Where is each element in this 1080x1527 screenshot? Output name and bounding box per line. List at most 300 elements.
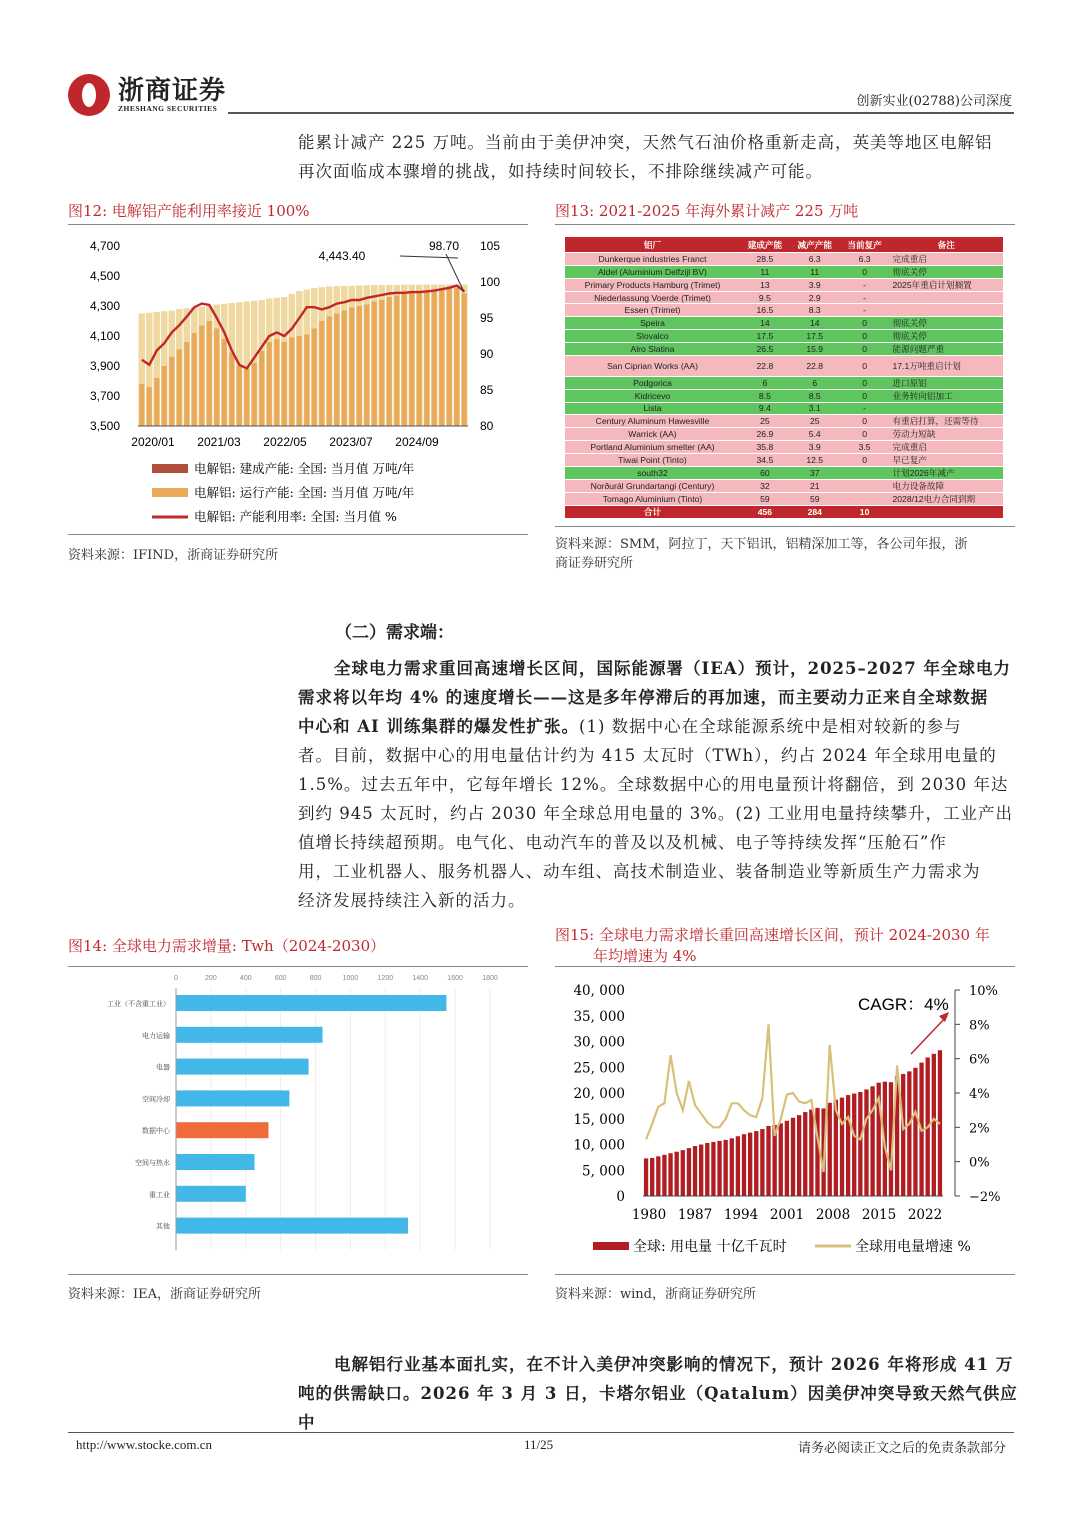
intro-paragraph (298, 128, 1018, 186)
table-row (565, 304, 1003, 316)
running-capacity-bar (334, 314, 339, 427)
x-tick-label: 0 (174, 975, 178, 982)
table-cell: Lista (565, 402, 740, 414)
y-left-tick-label: 4,100 (89, 329, 120, 343)
running-capacity-bar (454, 288, 459, 426)
consumption-bar (901, 1074, 905, 1196)
x-tick-label: 2023/07 (329, 435, 373, 449)
running-capacity-bar (259, 351, 264, 426)
consumption-bar (662, 1155, 666, 1196)
table-cell: 0 (840, 389, 890, 402)
table-cell: 0 (840, 266, 890, 279)
fig12-chart (68, 230, 528, 530)
legend-label: 电解铝: 建成产能: 全国: 当月值 万吨/年 (194, 461, 415, 476)
fig14-top-rule (68, 966, 528, 967)
table-cell: Essen (Trimet) (565, 304, 740, 316)
consumption-bar (791, 1118, 795, 1196)
fig13-table-wrap (565, 237, 1003, 519)
running-capacity-bar (364, 305, 369, 427)
running-capacity-bar (244, 369, 249, 426)
x-tick-label: 200 (205, 975, 217, 982)
x-tick-label: 600 (274, 975, 287, 982)
running-capacity-bar (214, 329, 219, 427)
y-left-tick-label: 3,500 (89, 419, 120, 433)
table-cell: 10 (840, 506, 890, 519)
category-label: 工业（不含重工业） (107, 1000, 170, 1008)
running-capacity-bar (199, 326, 204, 427)
x-tick-label: 1980 (631, 1207, 667, 1223)
running-capacity-bar (297, 336, 302, 426)
running-capacity-bar (417, 292, 422, 426)
table-cell: 17.5 (740, 329, 790, 342)
consumption-bar (687, 1148, 691, 1196)
table-cell: Kidricevo (565, 389, 740, 402)
running-capacity-bar (379, 300, 384, 426)
running-capacity-bar (267, 342, 272, 426)
table-header-cell: 铝厂 (565, 237, 740, 253)
fig14-chart (68, 968, 528, 1268)
demand-line (298, 799, 1018, 828)
x-tick-label: 400 (239, 975, 252, 982)
x-tick-label: 1800 (482, 975, 498, 982)
table-row (565, 454, 1003, 467)
table-cell (890, 292, 1004, 304)
legend-label: 电解铝: 产能利用率: 全国: 当月值 % (194, 509, 397, 524)
running-capacity-bar (387, 297, 392, 426)
demand-line (298, 828, 1018, 857)
table-cell: 2.9 (790, 292, 840, 304)
fig15-chart (555, 972, 1015, 1270)
running-capacity-bar (402, 294, 407, 426)
demand-text: 经济发展持续注入新的活力。 (298, 891, 526, 910)
brand-logo (68, 72, 238, 118)
consumption-bar (644, 1158, 648, 1196)
consumption-bar (864, 1089, 868, 1196)
table-cell: Aldel (Aluminium Delfzijl BV) (565, 266, 740, 279)
running-capacity-bar (177, 350, 182, 427)
x-tick-label: 2015 (861, 1207, 897, 1223)
demand-text: 到约 945 太瓦时，约占 2030 年全球总用电量的 3%。(2) 工业用电量持续攀升，工业产出 (298, 804, 1014, 823)
y-right-tick-label: 0% (969, 1155, 990, 1171)
table-cell: 合计 (565, 506, 740, 519)
table-cell: Niederlassung Voerde (Trimet) (565, 292, 740, 304)
demand-line (298, 712, 1018, 741)
y-right-tick-label: 80 (480, 419, 494, 433)
table-cell: Speira (565, 316, 740, 329)
section-heading: （二）需求端： (335, 623, 454, 643)
demand-bold-text: 全球电力需求重回高速增长区间，国际能源署（IEA）预计，2025–2027 年全球电力 (334, 659, 1011, 678)
closing-line: 电解铝行业基本面扎实，在不计入美伊冲突影响的情况下，预计 2026 年将形成 41 万 (334, 1355, 1014, 1374)
table-cell: 34.5 (740, 454, 790, 467)
table-cell: 16.5 (740, 304, 790, 316)
fig15-title-line: 年均增速为 4% (593, 947, 697, 965)
fig15-top-rule (555, 966, 1015, 967)
y-right-tick-label: 85 (480, 383, 494, 397)
legend-label: 电解铝: 运行产能: 全国: 当月值 万吨/年 (194, 485, 415, 500)
table-cell: - (840, 279, 890, 292)
table-cell: 32 (740, 480, 790, 493)
running-capacity-bar (327, 317, 332, 427)
consumption-bar (681, 1150, 685, 1196)
legend-swatch (152, 464, 188, 473)
table-cell: 11 (740, 266, 790, 279)
consumption-bar (852, 1094, 856, 1196)
x-tick-label: 2008 (815, 1207, 851, 1223)
table-cell: 彻底关停 (890, 266, 1004, 279)
demand-line (298, 857, 1018, 886)
running-capacity-bar (237, 366, 242, 426)
fig15-title (555, 925, 1025, 967)
consumption-bar (717, 1141, 721, 1196)
table-header-row (565, 237, 1003, 253)
consumption-bar (785, 1121, 789, 1196)
cagr-label: CAGR：4% (858, 995, 949, 1014)
consumption-bar (705, 1143, 709, 1196)
y-left-tick-label: 4,700 (89, 239, 120, 253)
bar-6 (176, 1154, 255, 1170)
running-capacity-bar (162, 366, 167, 426)
consumption-bar (650, 1158, 654, 1196)
table-cell: Portland Aluminium smelter (AA) (565, 441, 740, 454)
y-left-tick-label: 10, 000 (573, 1137, 625, 1154)
x-tick-label: 2024/09 (395, 435, 439, 449)
report-title: 创新实业(02788)公司深度 (856, 94, 1012, 109)
fig13-source-line: 商证券研究所 (555, 556, 634, 571)
y-left-tick-label: 4,500 (89, 269, 120, 283)
table-row (565, 506, 1003, 519)
consumption-bar (779, 1123, 783, 1196)
demand-text: 用，工业机器人、服务机器人、动车组、高技术制造业、装备制造业等新质生产力需求为 (298, 862, 981, 881)
running-capacity-bar (462, 293, 467, 426)
table-cell: 12.5 (790, 454, 840, 467)
table-cell: 8.3 (790, 304, 840, 316)
consumption-bar (711, 1142, 715, 1196)
fig13-bottom-rule (555, 526, 1015, 527)
demand-line (298, 654, 1018, 683)
table-cell (840, 480, 890, 493)
intro-line: 能累计减产 225 万吨。当前由于美伊冲突，天然气石油价格重新走高，英美等地区电解铝 (298, 133, 993, 152)
fig13-top-rule (555, 224, 1015, 225)
table-cell: San Ciprian Works (AA) (565, 355, 740, 376)
table-cell: 0 (840, 329, 890, 342)
table-cell: 9.4 (740, 402, 790, 414)
footer-rule (68, 1432, 1014, 1433)
running-capacity-bar (424, 291, 429, 426)
x-tick-label: 800 (309, 975, 322, 982)
consumption-bar (693, 1146, 697, 1196)
demand-bold-text: 中心和 AI 训练集群的爆发性扩张。 (298, 717, 580, 736)
fig14-title: 图14: 全球电力需求增量: Twh（2024-2030） (68, 937, 386, 955)
table-cell: 计划2026年减产 (890, 467, 1004, 480)
consumption-bar (840, 1098, 844, 1196)
footer-url[interactable]: http://www.stocke.com.cn (76, 1437, 212, 1452)
table-cell: 6.3 (840, 253, 890, 266)
bar-7 (176, 1186, 246, 1202)
y-left-tick-label: 4,300 (89, 299, 120, 313)
category-label: 其他 (156, 1222, 170, 1231)
table-cell: 0 (840, 415, 890, 428)
brand-name-en: ZHESHANG SECURITIES (118, 104, 218, 113)
y-left-tick-label: 25, 000 (573, 1060, 625, 1077)
logo-icon (68, 74, 110, 116)
y-left-tick-label: 20, 000 (573, 1086, 625, 1102)
demand-text: 值增长持续超预期。电气化、电动汽车的普及以及机械、电子等持续发挥“压舱石”作 (298, 833, 947, 852)
table-cell: 456 (740, 506, 790, 519)
running-capacity-bar (139, 384, 144, 426)
bar-8 (176, 1218, 408, 1234)
table-row (565, 493, 1003, 506)
table-cell: 完成重启 (890, 253, 1004, 266)
table-cell: 22.8 (790, 355, 840, 376)
table-cell: 8.5 (740, 389, 790, 402)
demand-line (298, 683, 1018, 712)
y-left-tick-label: 15, 000 (573, 1111, 625, 1128)
bar-4 (176, 1090, 289, 1106)
table-row (565, 329, 1003, 342)
consumption-bar (766, 1126, 770, 1196)
table-cell: 3.1 (790, 402, 840, 414)
running-capacity-bar (409, 293, 414, 427)
category-label: 电力运输 (142, 1031, 170, 1040)
table-cell: 17.1万吨重启计划 (890, 355, 1004, 376)
table-cell: 0 (840, 316, 890, 329)
table-header-cell: 当前复产 (840, 237, 890, 253)
table-cell: Tiwai Point (Tinto) (565, 454, 740, 467)
table-cell: 9.5 (740, 292, 790, 304)
utilization-line (142, 286, 465, 369)
cagr-arrow-line (911, 1016, 947, 1054)
table-cell: 8.5 (790, 389, 840, 402)
bar-5 (176, 1122, 268, 1138)
table-cell: Slovalco (565, 329, 740, 342)
legend-swatch (152, 488, 188, 497)
running-capacity-bar (169, 357, 174, 426)
table-cell: 0 (840, 428, 890, 441)
table-cell: 28.5 (740, 253, 790, 266)
running-capacity-bar (372, 302, 377, 427)
table-cell: 35.8 (740, 441, 790, 454)
table-row (565, 266, 1003, 279)
closing-line: 吨的供需缺口。2026 年 3 月 3 日，卡塔尔铝业（Qatalum）因美伊冲突导致天然气供应中 (298, 1384, 1018, 1432)
table-row (565, 467, 1003, 480)
table-cell: 电力设备故障 (890, 480, 1004, 493)
running-capacity-bar (432, 290, 437, 426)
table-row (565, 292, 1003, 304)
consumption-bar (760, 1129, 764, 1196)
table-cell: 2025年重启计划搁置 (890, 279, 1004, 292)
x-tick-label: 1200 (377, 975, 394, 982)
x-tick-label: 1000 (342, 975, 359, 982)
fig12-bottom-rule (68, 534, 528, 535)
table-row (565, 480, 1003, 493)
running-capacity-bar (229, 353, 234, 427)
table-row (565, 355, 1003, 376)
y-left-tick-label: 40, 000 (573, 983, 625, 999)
running-capacity-bar (357, 306, 362, 426)
annotation-label: 98.70 (428, 239, 460, 253)
running-capacity-bar (147, 387, 152, 426)
table-cell: 14 (740, 316, 790, 329)
table-cell: 26.5 (740, 342, 790, 355)
table-cell: Primary Products Hamburg (Trimet) (565, 279, 740, 292)
table-row (565, 376, 1003, 389)
consumption-bar (699, 1145, 703, 1197)
consumption-bar (932, 1054, 936, 1196)
table-cell: 完成重启 (890, 441, 1004, 454)
table-cell: Alro Slatina (565, 342, 740, 355)
aluminium-plant-table (565, 237, 1003, 519)
y-right-tick-label: 2% (969, 1121, 990, 1137)
table-cell: 3.5 (840, 441, 890, 454)
fig13-source-line: 资料来源：SMM，阿拉丁，天下铝讯，铝精深加工等，各公司年报，浙 (555, 537, 968, 552)
fig15-bottom-rule (555, 1274, 1015, 1275)
table-cell: 284 (790, 506, 840, 519)
table-cell: 6.3 (790, 253, 840, 266)
table-cell: south32 (565, 467, 740, 480)
table-header-cell: 备注 (890, 237, 1004, 253)
running-capacity-bar (252, 363, 257, 426)
demand-text: 1.5%。过去五年中，它每年增长 12%。全球数据中心的用电量预计将翻倍，到 2030 年达 (298, 775, 1009, 794)
consumption-bar (846, 1095, 850, 1196)
table-cell: 0 (840, 376, 890, 389)
fig13-title: 图13: 2021-2025 年海外累计减产 225 万吨 (555, 202, 859, 220)
running-capacity-bar (349, 308, 354, 427)
consumption-bar (730, 1138, 734, 1196)
consumption-bar (803, 1112, 807, 1196)
bar-2 (176, 1027, 323, 1043)
table-row (565, 428, 1003, 441)
table-cell: 15.9 (790, 342, 840, 355)
demand-text: (1) 数据中心在全球能源系统中是相对较新的参与 (579, 717, 962, 736)
legend-label: 全球用电量增速 % (855, 1239, 971, 1255)
table-row (565, 441, 1003, 454)
legend-swatch (593, 1242, 629, 1250)
consumption-bar (668, 1153, 672, 1196)
x-tick-label: 1987 (677, 1207, 713, 1223)
running-capacity-bar (207, 321, 212, 426)
running-capacity-bar (394, 296, 399, 427)
category-label: 数据中心 (142, 1127, 170, 1136)
table-cell: - (840, 304, 890, 316)
y-right-tick-label: 10% (969, 984, 998, 999)
y-left-tick-label: 5, 000 (582, 1163, 625, 1180)
table-cell: 业务转向铝加工 (890, 389, 1004, 402)
running-capacity-bar (289, 338, 294, 427)
running-capacity-bar (192, 333, 197, 426)
table-cell: 59 (790, 493, 840, 506)
running-capacity-bar (312, 329, 317, 427)
y-left-tick-label: 0 (616, 1189, 625, 1205)
table-cell: 6 (740, 376, 790, 389)
x-tick-label: 2021/03 (197, 435, 241, 449)
table-cell: 26.9 (740, 428, 790, 441)
table-cell: 17.5 (790, 329, 840, 342)
category-label: 空间与热水 (135, 1159, 170, 1167)
fig14-bottom-rule (68, 1274, 528, 1275)
category-label: 电器 (156, 1063, 170, 1072)
fig15-title-line: 图15: 全球电力需求增长重回高速增长区间，预计 2024-2030 年 (555, 926, 990, 944)
table-cell: 22.8 (740, 355, 790, 376)
table-cell: 0 (840, 342, 890, 355)
table-cell (840, 493, 890, 506)
consumption-bar (754, 1131, 758, 1196)
fig12-title: 图12: 电解铝产能利用率接近 100% (68, 202, 310, 220)
table-cell: 14 (790, 316, 840, 329)
fig13-source (555, 535, 1015, 573)
table-row (565, 402, 1003, 414)
table-cell (840, 467, 890, 480)
table-cell: 59 (740, 493, 790, 506)
fig12-top-rule (68, 224, 528, 225)
consumption-bar (656, 1156, 660, 1196)
demand-text: 者。目前，数据中心的用电量估计约为 415 太瓦时（TWh），约占 2024 年全球用电量的 (298, 746, 997, 765)
x-tick-label: 2022 (907, 1207, 943, 1223)
annotation-leader (400, 256, 458, 258)
table-cell: 25 (790, 415, 840, 428)
y-right-tick-label: 8% (969, 1018, 990, 1034)
intro-line: 再次面临成本骤增的挑战，如持续时间较长，不排除继续减产可能。 (298, 162, 823, 181)
fig15-source: 资料来源：wind，浙商证券研究所 (555, 1287, 756, 1302)
running-capacity-bar (342, 311, 347, 427)
table-cell: 2028/12电力合同到期 (890, 493, 1004, 506)
y-right-tick-label: 90 (480, 347, 494, 361)
demand-bold-text: 需求将以年均 4% 的速度增长——这是多年停滞后的再加速，而主要动力正来自全球数据 (298, 688, 989, 707)
x-tick-label: 1600 (447, 975, 463, 982)
footer-disclaimer: 请务必阅读正文之后的免责条款部分 (797, 1441, 1006, 1456)
consumption-bar (858, 1092, 862, 1196)
y-right-tick-label: 100 (480, 275, 501, 289)
bar-1 (176, 995, 446, 1011)
fig14-source: 资料来源：IEA，浙商证券研究所 (68, 1287, 262, 1302)
table-cell: Warrick (AA) (565, 428, 740, 441)
consumption-bar (809, 1109, 813, 1196)
table-header-cell: 减产产能 (790, 237, 840, 253)
x-tick-label: 2020/01 (131, 435, 175, 449)
category-label: 空间冷却 (142, 1095, 170, 1104)
demand-line (298, 886, 1018, 915)
x-tick-label: 1400 (412, 975, 429, 982)
table-cell: 早已复产 (890, 454, 1004, 467)
fig12-source: 资料来源：IFIND，浙商证券研究所 (68, 548, 279, 563)
table-cell: Century Aluminum Hawesville (565, 415, 740, 428)
y-right-tick-label: −2% (969, 1190, 1001, 1205)
running-capacity-bar (319, 321, 324, 426)
table-cell: 有重启打算，还需等待 (890, 415, 1004, 428)
table-cell: Podgorica (565, 376, 740, 389)
consumption-bar (907, 1071, 911, 1196)
table-cell: 6 (790, 376, 840, 389)
table-row (565, 389, 1003, 402)
y-right-tick-label: 6% (969, 1052, 990, 1068)
table-cell: 3.9 (790, 279, 840, 292)
table-cell: - (840, 292, 890, 304)
table-cell: 0 (840, 454, 890, 467)
table-header-cell: 建成产能 (740, 237, 790, 253)
y-right-tick-label: 95 (480, 311, 494, 325)
table-row (565, 415, 1003, 428)
table-cell: 彻底关停 (890, 329, 1004, 342)
running-capacity-bar (274, 339, 279, 426)
legend-label: 全球: 用电量 十亿千瓦时 (633, 1239, 787, 1255)
brand-name-cn: 浙商证券 (118, 76, 227, 106)
running-capacity-bar (282, 342, 287, 426)
consumption-bar (723, 1140, 727, 1196)
consumption-bar (870, 1086, 874, 1196)
table-cell: 5.4 (790, 428, 840, 441)
table-cell: Tomago Aluminium (Tinto) (565, 493, 740, 506)
table-cell: Dunkerque industries Franct (565, 253, 740, 266)
table-cell: 彻底关停 (890, 316, 1004, 329)
